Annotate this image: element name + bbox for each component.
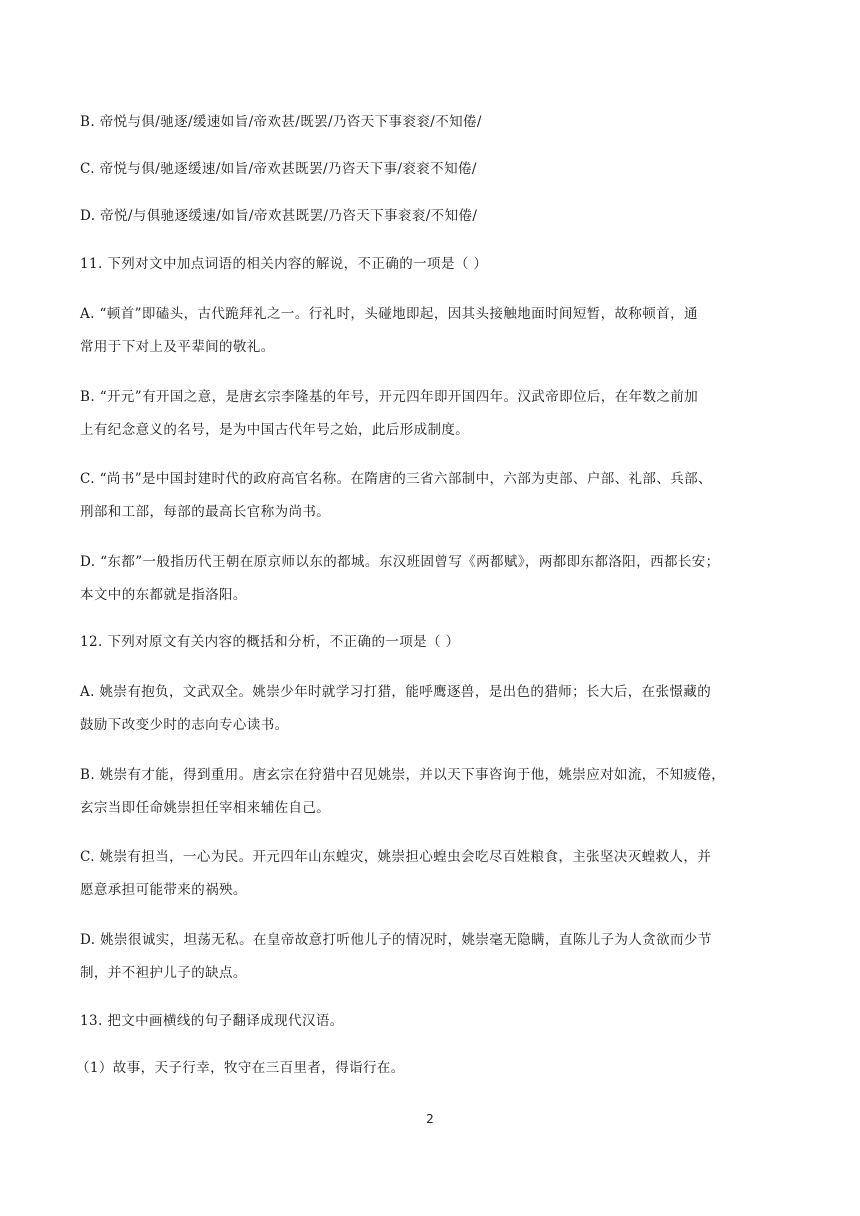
q11-option-a-line1: A. “顿首”即磕头，古代跪拜礼之一。行礼时，头碰地即起，因其头接触地面时间短暂，故称顿首，通 (80, 306, 698, 322)
q12-option-d-line2: 制，并不袒护儿子的缺点。 (80, 965, 247, 981)
q12-option-b-line2: 玄宗当即任命姚崇担任宰相来辅佐自己。 (80, 800, 331, 816)
q12-option-a-line1: A. 姚崇有抱负，文武双全。姚崇少年时就学习打猎，能呼鹰逐兽，是出色的猎师；长大后，在张憬藏的 (80, 684, 712, 700)
q10-option-c: C. 帝悦与俱/驰逐缓速/如旨/帝欢甚既罢/乃咨天下事/衮衮不知倦/ (80, 161, 477, 177)
q10-option-b: B. 帝悦与俱/驰逐/缓速如旨/帝欢甚/既罢/乃咨天下事衮衮/不知倦/ (80, 114, 482, 130)
q11-option-d-line2: 本文中的东都就是指洛阳。 (80, 587, 247, 603)
q13-stem: 13. 把文中画横线的句子翻译成现代汉语。 (80, 1013, 344, 1029)
q13-item-1: （1）故事，天子行幸，牧守在三百里者，得诣行在。 (76, 1060, 405, 1076)
page-number: 2 (426, 1112, 434, 1126)
q12-option-b-line1: B. 姚崇有才能，得到重用。唐玄宗在狩猎中召见姚崇，并以天下事咨询于他，姚崇应对如流，不知疲倦， (80, 767, 726, 783)
q11-option-a-line2: 常用于下对上及平辈间的敬礼。 (80, 339, 275, 355)
q11-option-b-line1: B. “开元”有开国之意，是唐玄宗李隆基的年号，开元四年即开国四年。汉武帝即位后，在年数之前加 (80, 389, 699, 405)
q12-option-c-line2: 愿意承担可能带来的祸殃。 (80, 882, 247, 898)
q11-option-d-line1: D. “东都”一般指历代王朝在原京师以东的都城。东汉班固曾写《两都赋》，两都即东都洛阳，西都长安； (80, 554, 720, 570)
q12-stem: 12. 下列对原文有关内容的概括和分析，不正确的一项是（ ） (80, 634, 460, 650)
q11-stem: 11. 下列对文中加点词语的相关内容的解说，不正确的一项是（ ） (80, 256, 488, 272)
q11-option-b-line2: 上有纪念意义的名号，是为中国古代年号之始，此后形成制度。 (80, 422, 470, 438)
q12-option-a-line2: 鼓励下改变少时的志向专心读书。 (80, 717, 289, 733)
q11-option-c-line1: C. “尚书”是中国封建时代的政府高官名称。在隋唐的三省六部制中，六部为吏部、户部、礼部、兵部、 (80, 471, 712, 487)
q12-option-d-line1: D. 姚崇很诚实，坦荡无私。在皇帝故意打听他儿子的情况时，姚崇毫无隐瞒，直陈儿子为人贪欲而少节 (80, 932, 712, 948)
q10-option-d: D. 帝悦/与俱驰逐缓速/如旨/帝欢甚既罢/乃咨天下事衮衮/不知倦/ (80, 208, 478, 224)
q12-option-c-line1: C. 姚崇有担当，一心为民。开元四年山东蝗灾，姚崇担心蝗虫会吃尽百姓粮食，主张坚决灭蝗救人，并 (80, 849, 712, 865)
q11-option-c-line2: 刑部和工部，每部的最高长官称为尚书。 (80, 504, 331, 520)
